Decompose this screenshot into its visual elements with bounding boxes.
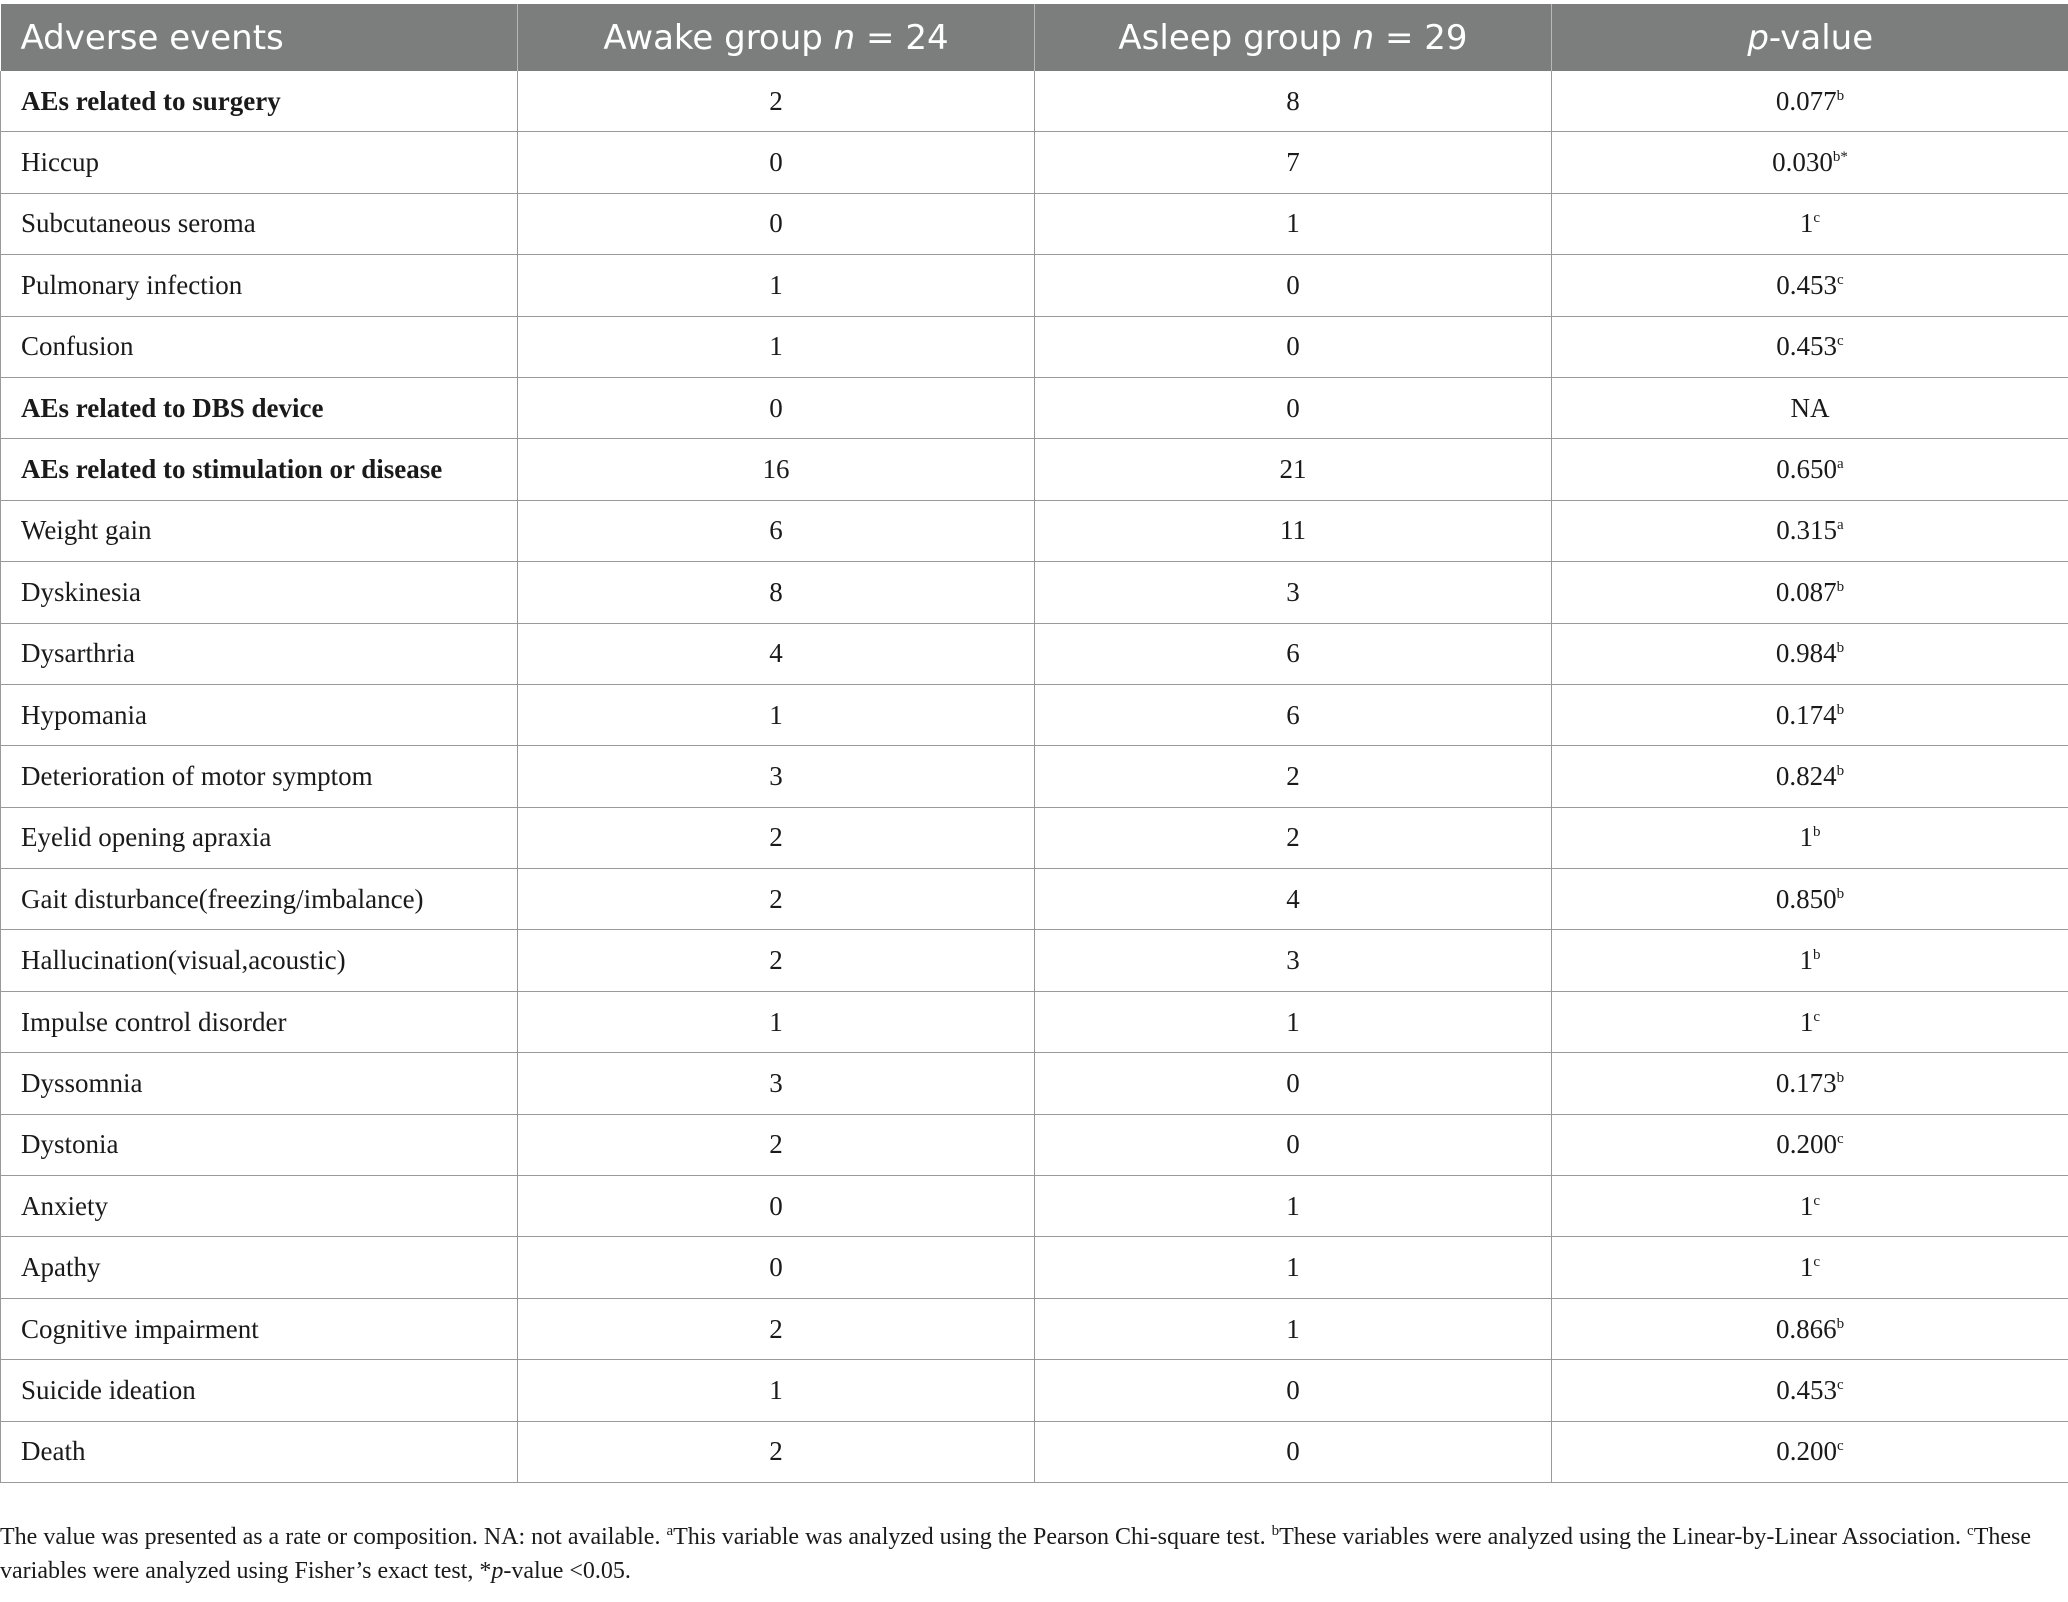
table-row (1, 439, 2068, 500)
cell-p-value (1552, 1114, 2068, 1175)
p-value-number: 1 (1799, 822, 1813, 853)
p-value-number: 1 (1799, 945, 1813, 976)
cell-awake-count: 2 (518, 869, 1035, 930)
table-row (1, 623, 2068, 684)
cell-asleep-count: 6 (1035, 623, 1552, 684)
table-row (1, 1053, 2068, 1114)
cell-p-value (1552, 684, 2068, 745)
footnote-sup-b: b (1271, 1523, 1280, 1539)
cell-adverse-event: Suicide ideation (1, 1360, 518, 1421)
cell-adverse-event: Hypomania (1, 684, 518, 745)
footnote-sup-c: c (1967, 1523, 1974, 1539)
footnote-part5: -value <0.05. (503, 1558, 631, 1584)
table-row (1, 562, 2068, 623)
cell-p-value (1552, 439, 2068, 500)
table-footnote (0, 1520, 2060, 1588)
cell-awake-count: 0 (518, 193, 1035, 254)
p-value-number: 0.315 (1776, 515, 1838, 546)
p-value-number: 1 (1799, 208, 1814, 239)
table-row (1, 377, 2068, 438)
cell-adverse-event: Death (1, 1421, 518, 1482)
table-body (1, 71, 2068, 1482)
p-value-number: 0.866 (1775, 1313, 1837, 1344)
p-value-number: 0.984 (1775, 638, 1837, 669)
cell-p-value (1552, 930, 2068, 991)
cell-asleep-count: 1 (1035, 193, 1552, 254)
p-value-number: 0.077 (1775, 85, 1837, 116)
cell-asleep-count: 6 (1035, 684, 1552, 745)
cell-p-value (1552, 1421, 2068, 1482)
cell-asleep-count: 1 (1035, 1298, 1552, 1359)
p-value-superscript: c (1837, 271, 1844, 288)
p-value-superscript: c (1837, 1438, 1844, 1455)
cell-awake-count: 1 (518, 255, 1035, 316)
table-row (1, 1237, 2068, 1298)
p-value-number: 1 (1799, 1190, 1814, 1221)
p-value-number: 0.173 (1775, 1067, 1837, 1098)
p-value-superscript: c (1813, 210, 1821, 227)
cell-adverse-event: Pulmonary infection (1, 255, 518, 316)
cell-adverse-event: AEs related to stimulation or disease (1, 439, 518, 500)
cell-p-value (1552, 1237, 2068, 1298)
p-value-number: 0.453 (1776, 269, 1838, 300)
cell-awake-count: 1 (518, 684, 1035, 745)
cell-awake-count: 3 (518, 1053, 1035, 1114)
cell-adverse-event: Cognitive impairment (1, 1298, 518, 1359)
p-value-number: 0.030 (1772, 147, 1833, 178)
footnote-part2: This variable was analyzed using the Pearson Chi-square test. (673, 1524, 1272, 1550)
p-value-superscript: b (1836, 578, 1845, 595)
p-value-superscript: b (1836, 640, 1845, 657)
cell-adverse-event: Anxiety (1, 1176, 518, 1237)
cell-p-value (1552, 193, 2068, 254)
cell-p-value (1552, 562, 2068, 623)
header-row (1, 4, 2068, 71)
footnote-part3: These variables were analyzed using the Linear-by-Linear Association. (1279, 1524, 1968, 1550)
table-row (1, 316, 2068, 377)
p-value-number: 1 (1799, 1252, 1814, 1283)
cell-asleep-count: 3 (1035, 930, 1552, 991)
table-row (1, 869, 2068, 930)
cell-adverse-event: Confusion (1, 316, 518, 377)
adverse-events-table (0, 4, 2068, 1483)
cell-awake-count: 0 (518, 377, 1035, 438)
p-value-superscript: a (1837, 517, 1844, 534)
cell-asleep-count: 11 (1035, 500, 1552, 561)
cell-adverse-event: Eyelid opening apraxia (1, 807, 518, 868)
cell-asleep-count: 0 (1035, 255, 1552, 316)
p-value-number: 0.453 (1776, 1374, 1838, 1405)
table-row (1, 1176, 2068, 1237)
table-row (1, 500, 2068, 561)
cell-asleep-count: 0 (1035, 377, 1552, 438)
cell-asleep-count: 8 (1035, 71, 1552, 132)
table-row (1, 132, 2068, 193)
cell-p-value (1552, 1176, 2068, 1237)
cell-awake-count: 2 (518, 1114, 1035, 1175)
p-value-number: 0.650 (1776, 454, 1838, 485)
p-value-superscript: c (1813, 1192, 1821, 1209)
cell-p-value (1552, 991, 2068, 1052)
p-value-superscript: b* (1832, 149, 1848, 166)
cell-awake-count: 1 (518, 316, 1035, 377)
p-value-superscript: b (1836, 1069, 1845, 1086)
cell-asleep-count: 0 (1035, 1421, 1552, 1482)
cell-adverse-event: Dystonia (1, 1114, 518, 1175)
table-row (1, 255, 2068, 316)
cell-awake-count: 1 (518, 991, 1035, 1052)
p-value-superscript: b (1813, 947, 1821, 964)
cell-adverse-event: Hallucination(visual,acoustic) (1, 930, 518, 991)
cell-asleep-count: 0 (1035, 1114, 1552, 1175)
header-p-italic: p (1747, 17, 1769, 58)
header-asleep-suffix: = 29 (1374, 17, 1468, 58)
table-row (1, 193, 2068, 254)
table-row (1, 1298, 2068, 1359)
cell-asleep-count: 1 (1035, 991, 1552, 1052)
table-header (1, 4, 2068, 71)
cell-awake-count: 0 (518, 1237, 1035, 1298)
cell-asleep-count: 0 (1035, 1053, 1552, 1114)
cell-asleep-count: 1 (1035, 1176, 1552, 1237)
cell-p-value (1552, 746, 2068, 807)
header-awake-suffix: = 24 (855, 17, 949, 58)
header-awake-n: n (833, 17, 856, 58)
cell-awake-count: 8 (518, 562, 1035, 623)
cell-adverse-event: Deterioration of motor symptom (1, 746, 518, 807)
p-value-superscript: a (1837, 456, 1844, 473)
table-row (1, 746, 2068, 807)
table-row (1, 684, 2068, 745)
p-value-superscript: b (1836, 1315, 1845, 1332)
footnote-p-italic: p (491, 1558, 504, 1584)
adverse-events-table-container (0, 4, 2068, 1483)
p-value-number: NA (1790, 392, 1830, 423)
header-p-suffix: -value (1768, 17, 1874, 58)
cell-asleep-count: 0 (1035, 1360, 1552, 1421)
cell-p-value (1552, 316, 2068, 377)
cell-asleep-count: 21 (1035, 439, 1552, 500)
cell-asleep-count: 7 (1035, 132, 1552, 193)
cell-adverse-event: Dysarthria (1, 623, 518, 684)
table-row (1, 930, 2068, 991)
cell-adverse-event: Apathy (1, 1237, 518, 1298)
header-asleep-group (1035, 4, 1552, 71)
cell-awake-count: 0 (518, 1176, 1035, 1237)
header-awake-group (518, 4, 1035, 71)
cell-adverse-event: Impulse control disorder (1, 991, 518, 1052)
cell-awake-count: 2 (518, 807, 1035, 868)
table-row (1, 71, 2068, 132)
cell-p-value (1552, 623, 2068, 684)
cell-awake-count: 1 (518, 1360, 1035, 1421)
cell-awake-count: 6 (518, 500, 1035, 561)
p-value-number: 0.200 (1776, 1436, 1838, 1467)
table-row (1, 1360, 2068, 1421)
cell-awake-count: 2 (518, 1421, 1035, 1482)
cell-p-value (1552, 500, 2068, 561)
p-value-superscript: b (1836, 762, 1845, 779)
header-adverse-events (1, 4, 518, 71)
cell-asleep-count: 2 (1035, 746, 1552, 807)
cell-p-value (1552, 1360, 2068, 1421)
cell-p-value (1552, 71, 2068, 132)
p-value-number: 0.174 (1775, 699, 1837, 730)
p-value-number: 0.824 (1775, 760, 1837, 791)
table-row (1, 991, 2068, 1052)
cell-p-value (1552, 1298, 2068, 1359)
p-value-superscript: c (1837, 1131, 1844, 1148)
table-row (1, 1114, 2068, 1175)
cell-adverse-event: AEs related to DBS device (1, 377, 518, 438)
cell-adverse-event: Weight gain (1, 500, 518, 561)
cell-awake-count: 16 (518, 439, 1035, 500)
table-row (1, 807, 2068, 868)
cell-awake-count: 2 (518, 71, 1035, 132)
cell-p-value (1552, 255, 2068, 316)
cell-awake-count: 3 (518, 746, 1035, 807)
p-value-superscript: b (1836, 701, 1845, 718)
p-value-superscript: c (1837, 333, 1844, 350)
p-value-superscript: b (1836, 87, 1845, 104)
p-value-superscript: b (1836, 885, 1845, 902)
p-value-superscript: c (1813, 1008, 1821, 1025)
p-value-superscript: c (1837, 1376, 1844, 1393)
header-p-value (1552, 4, 2068, 71)
cell-adverse-event: Dyskinesia (1, 562, 518, 623)
cell-adverse-event: Dyssomnia (1, 1053, 518, 1114)
header-awake-prefix: Awake group (603, 17, 834, 58)
cell-asleep-count: 4 (1035, 869, 1552, 930)
cell-asleep-count: 3 (1035, 562, 1552, 623)
header-asleep-prefix: Asleep group (1118, 17, 1353, 58)
p-value-number: 0.453 (1776, 331, 1838, 362)
cell-awake-count: 0 (518, 132, 1035, 193)
footnote-sup-a: a (666, 1523, 674, 1539)
p-value-number: 0.850 (1775, 883, 1837, 914)
cell-p-value (1552, 132, 2068, 193)
cell-adverse-event: Gait disturbance(freezing/imbalance) (1, 869, 518, 930)
cell-asleep-count: 1 (1035, 1237, 1552, 1298)
table-row (1, 1421, 2068, 1482)
cell-awake-count: 4 (518, 623, 1035, 684)
footnote-part1: The value was presented as a rate or composition. NA: not available. (0, 1524, 667, 1550)
header-asleep-n: n (1352, 17, 1375, 58)
cell-awake-count: 2 (518, 930, 1035, 991)
cell-awake-count: 2 (518, 1298, 1035, 1359)
cell-adverse-event: AEs related to surgery (1, 71, 518, 132)
footnote-part4: These variables were analyzed using Fisher’s exact test, * (0, 1524, 2032, 1584)
cell-p-value (1552, 1053, 2068, 1114)
p-value-superscript: b (1813, 824, 1821, 841)
cell-adverse-event: Subcutaneous seroma (1, 193, 518, 254)
cell-adverse-event: Hiccup (1, 132, 518, 193)
header-adverse-events-text: Adverse events (20, 17, 284, 58)
cell-asleep-count: 0 (1035, 316, 1552, 377)
cell-p-value (1552, 807, 2068, 868)
p-value-number: 1 (1799, 1006, 1814, 1037)
cell-p-value (1552, 869, 2068, 930)
cell-asleep-count: 2 (1035, 807, 1552, 868)
cell-p-value (1552, 377, 2068, 438)
p-value-number: 0.200 (1776, 1129, 1838, 1160)
p-value-number: 0.087 (1775, 576, 1837, 607)
p-value-superscript: c (1813, 1254, 1821, 1271)
